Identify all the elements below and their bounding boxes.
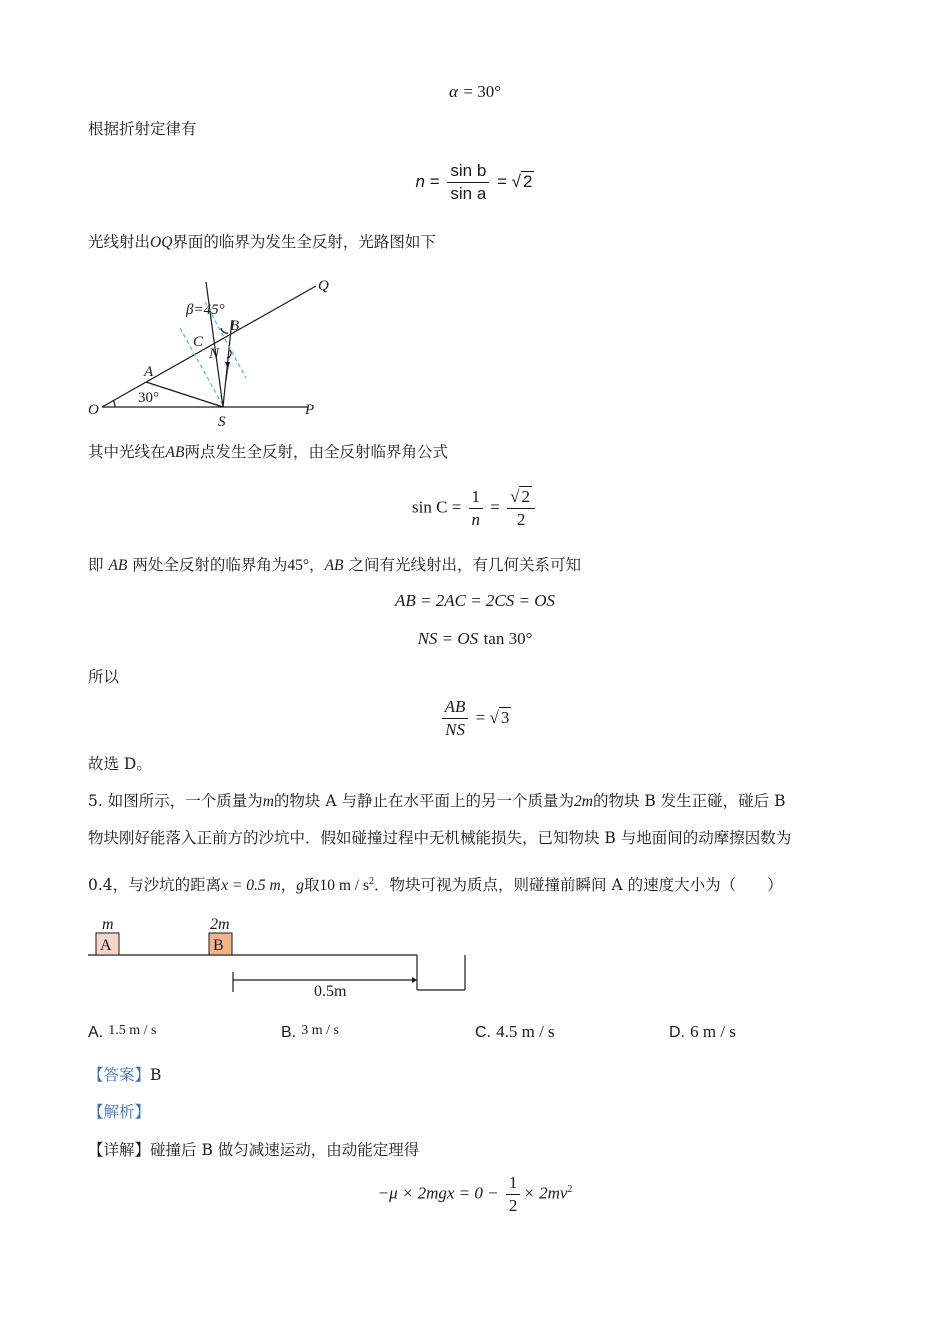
geometry-ab2: AB <box>324 557 344 574</box>
energy-den: 2 <box>508 1196 518 1215</box>
angle-arc <box>113 400 115 407</box>
so-text: 所以 <box>88 668 120 686</box>
total-reflection-text <box>88 442 448 463</box>
sinC-label: sin C <box>412 497 448 517</box>
collision-diagram <box>86 912 476 1004</box>
label-b: B <box>230 318 240 334</box>
alpha-value: 30° <box>477 82 501 101</box>
analysis-tag: 【解析】 <box>88 1103 151 1121</box>
n-radicand: 2 <box>523 171 533 191</box>
answer-value: B <box>150 1066 162 1084</box>
label-beta: β=45° <box>186 302 225 318</box>
q5-line2: 物块刚好能落入正前方的沙坑中．假如碰撞过程中无机械能损失，已知物块 B 与地面间的动摩擦因数为 <box>88 829 792 847</box>
sqrt-symbol: √ <box>511 171 521 191</box>
energy-lhs: −μ × 2mgx = 0 − <box>377 1183 499 1203</box>
label-s: S <box>218 414 226 430</box>
q5-m1: m <box>262 793 274 810</box>
sinC-den2: 2 <box>516 510 526 529</box>
option-d-key: D. <box>669 1024 685 1041</box>
ratio-radicand: 3 <box>500 708 510 727</box>
q5-m2: 2m <box>573 793 593 810</box>
q5-line3-c: 取 <box>303 876 320 895</box>
sqrt-symbol: √ <box>510 487 520 506</box>
option-a[interactable] <box>88 1022 156 1042</box>
q5-line3-d: ．物块可视为质点，则碰撞前瞬间 A 的速度大小为（ ） <box>374 876 783 895</box>
geometry-ab1: AB <box>108 557 128 574</box>
label-angle: 30° <box>138 390 159 406</box>
option-d[interactable] <box>669 1022 736 1042</box>
option-b-key: B. <box>281 1024 297 1041</box>
label-distance: 0.5m <box>314 983 347 1000</box>
ns-text: NS = OS <box>417 629 479 648</box>
optical-path-diagram <box>80 270 350 430</box>
eq-energy <box>0 1172 950 1217</box>
n-fraction <box>447 160 489 205</box>
ratio-num: AB <box>442 696 469 719</box>
sqrt-symbol: √ <box>489 708 499 727</box>
geometry-b: 两处全反射的临界角为 <box>132 556 288 574</box>
label-p: P <box>305 402 315 418</box>
option-c[interactable] <box>475 1022 555 1042</box>
q5-line1-b: 的物块 A 与静止在水平面上的另一个质量为 <box>273 792 574 810</box>
q5-line3 <box>88 872 783 896</box>
total-reflection-a: 其中光线在 <box>88 443 166 461</box>
critical-intro-text-a: 光线射出 <box>88 233 151 251</box>
q5-line3-b: ， <box>280 876 297 895</box>
option-d-value: 6 m / s <box>690 1022 736 1041</box>
option-a-value: 1.5 m / s <box>108 1023 157 1038</box>
geometry-c: ， <box>309 556 325 574</box>
label-o: O <box>88 402 99 418</box>
ratio-den: NS <box>445 720 465 739</box>
detail-tag: 【详解】 <box>88 1141 151 1159</box>
alpha-symbol: α <box>449 82 458 101</box>
eq-ratio: $\frac{AB}{NS}$ = √ 3 <box>0 696 950 741</box>
energy-rhs: × 2mv <box>523 1183 568 1203</box>
label-m: m <box>102 916 114 933</box>
detail-text: 碰撞后 B 做匀减速运动，由动能定理得 <box>150 1141 420 1159</box>
eq-ns <box>0 629 950 649</box>
answer-tag: 【答案】 <box>88 1066 151 1084</box>
detail-line <box>88 1140 419 1160</box>
label-q: Q <box>318 278 329 294</box>
sinC-frac-1 <box>469 486 484 531</box>
option-c-value: 4.5 m / s <box>496 1022 555 1041</box>
q5-val: 10 m / s <box>319 877 370 895</box>
q5-g: g <box>296 877 304 895</box>
geometry-angle: 45° <box>287 557 310 574</box>
label-block-b: B <box>213 937 224 954</box>
dim-arrow-icon <box>412 977 417 983</box>
sinC-num1: 1 <box>469 486 484 509</box>
sinC-frac-2 <box>507 486 535 531</box>
sinC-den1: n <box>471 510 481 529</box>
energy-frac <box>506 1172 521 1217</box>
oq-label: OQ <box>150 234 173 251</box>
option-a-key: A. <box>88 1024 104 1041</box>
option-c-key: C. <box>475 1024 491 1041</box>
ratio-frac <box>442 696 469 741</box>
geometry-d: 之间有光线射出，有几何关系可知 <box>348 556 581 574</box>
beta-arc <box>221 328 228 333</box>
energy-sup: 2 <box>567 1183 573 1195</box>
eq-alpha: α = 30° <box>449 82 501 101</box>
geometry-a: 即 <box>88 556 104 574</box>
q5-line1-a: 5. 如图所示，一个质量为 <box>88 792 263 810</box>
option-b-value: 3 m / s <box>301 1023 339 1038</box>
q5-x: x = 0.5 m <box>221 877 281 895</box>
ab-label: AB <box>165 444 185 461</box>
ns-tan: tan 30° <box>483 629 533 648</box>
label-a: A <box>144 364 154 380</box>
n-numerator: sin b <box>447 160 489 183</box>
q5-line1-c: 的物块 B 发生正碰，碰后 B <box>592 792 786 810</box>
critical-intro-text-b: 界面的临界为发生全反射，光路图如下 <box>172 233 436 251</box>
q5-line1 <box>88 791 786 812</box>
energy-num: 1 <box>506 1172 521 1195</box>
sinC-radicand: 2 <box>521 487 530 506</box>
n-symbol: n <box>415 171 425 191</box>
n-denominator: sin a <box>450 184 487 203</box>
critical-intro <box>88 232 436 253</box>
ray-incident <box>206 282 223 407</box>
answer-line <box>88 1065 161 1085</box>
label-n: N <box>209 346 220 362</box>
label-block-a: A <box>100 937 112 954</box>
option-b[interactable] <box>281 1022 339 1042</box>
q5-line3-a: 0.4，与沙坑的距离 <box>88 876 222 895</box>
choose-text: 故选 D。 <box>88 755 152 773</box>
eq-n: n = $\frac{\text{sin b}}{\text{sin a}}$ = √ 2 <box>415 161 533 203</box>
q5-sup: 2 <box>369 876 375 887</box>
label-2m: 2m <box>210 916 230 933</box>
geometry-text <box>88 555 581 576</box>
total-reflection-b: 两点发生全反射，由全反射临界角公式 <box>184 443 448 461</box>
label-c: C <box>193 334 204 350</box>
refraction-intro: 根据折射定律有 <box>88 120 197 138</box>
eq-sinC: sin C = $\frac{1}{n}$ = $\frac{√ 2}{2}$ <box>0 486 950 531</box>
eq-ab-os: AB = 2AC = 2CS = OS <box>394 591 556 610</box>
